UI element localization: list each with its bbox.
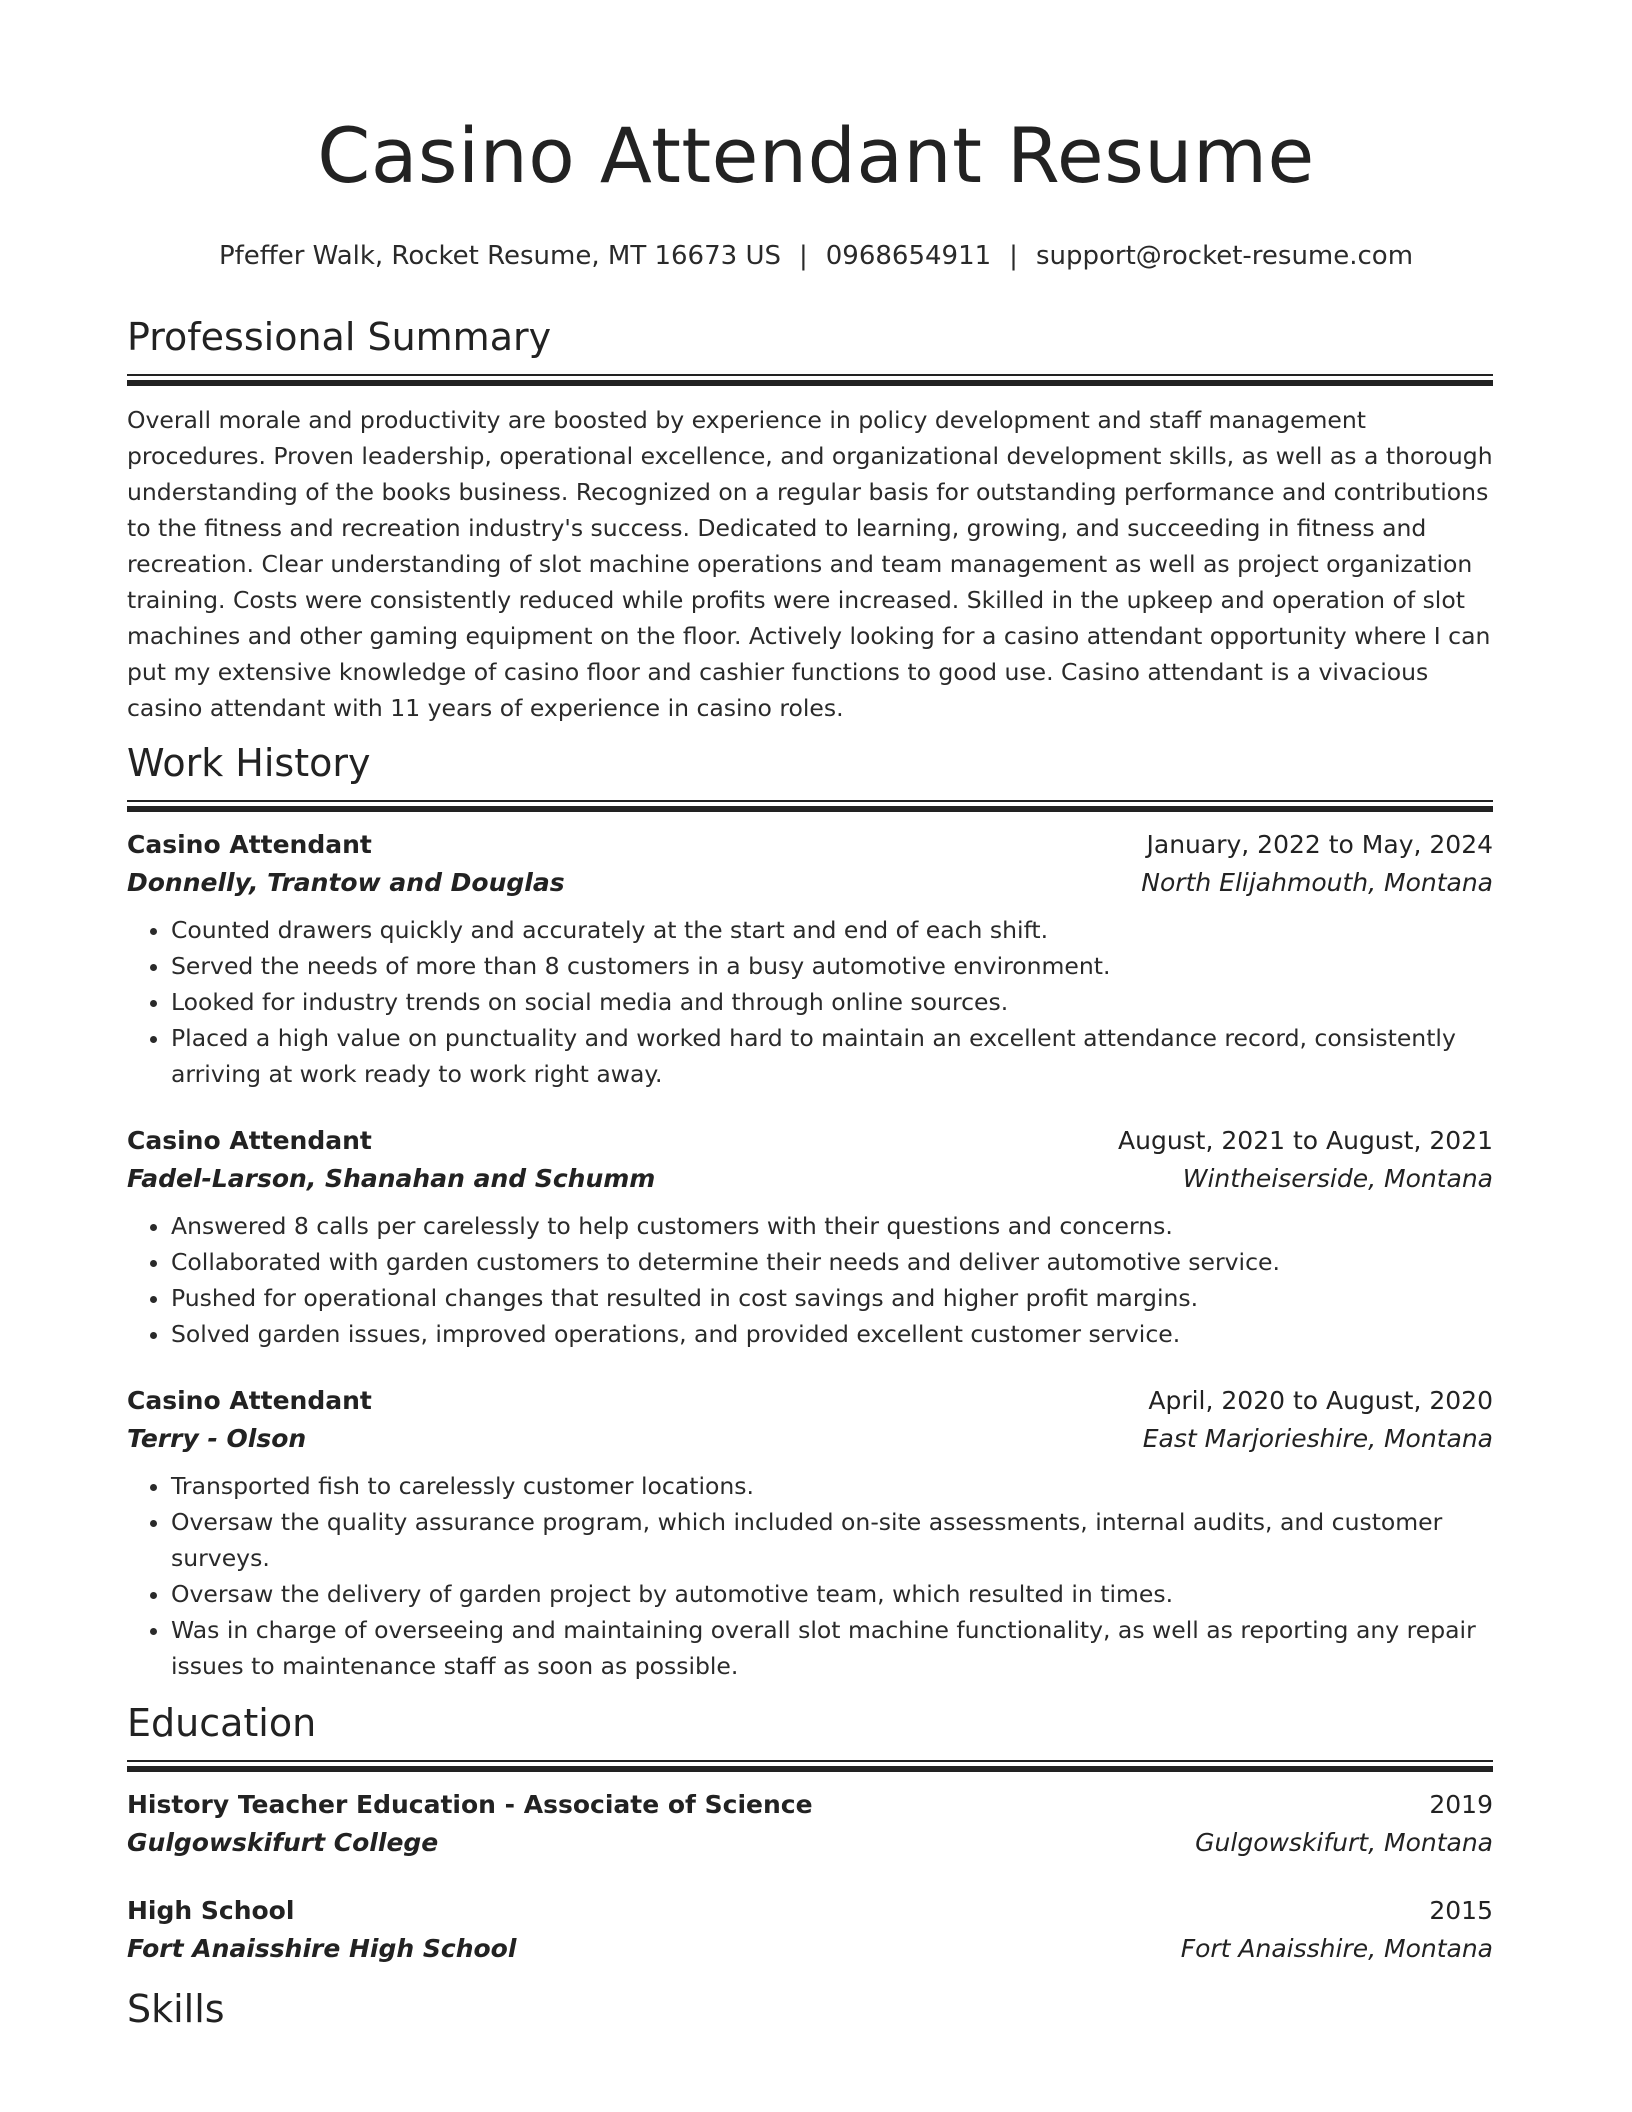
education-location: Fort Anaisshire, Montana [1180, 1934, 1493, 1963]
contact-separator: | [1009, 241, 1018, 271]
education-degree: High School [127, 1896, 295, 1925]
job-bullet: • Pushed for operational changes that resulted in cost savings and higher profit margins. [171, 1280, 1493, 1316]
job-dates: January, 2022 to May, 2024 [1146, 830, 1493, 859]
education-entry [127, 1786, 1493, 1862]
job-bullet: • Looked for industry trends on social media and through online sources. [171, 984, 1493, 1020]
contact-email: support@rocket-resume.com [1035, 241, 1414, 271]
section-divider [127, 1766, 1493, 1772]
education-year: 2015 [1429, 1896, 1493, 1925]
job-employer: Fadel-Larson, Shanahan and Schumm [127, 1164, 656, 1193]
job-employer: Donnelly, Trantow and Douglas [127, 868, 565, 897]
education-degree: History Teacher Education - Associate of Science [127, 1790, 813, 1819]
section-heading-work-history: Work History [127, 741, 371, 785]
skills-section [127, 1982, 1493, 2036]
job-employer: Terry - Olson [127, 1424, 307, 1453]
job-entry [127, 1382, 1493, 1684]
education-school: Gulgowskifurt College [127, 1828, 439, 1857]
summary-section [127, 310, 1493, 726]
job-bullets [127, 1468, 1493, 1684]
work-history-section [127, 736, 1493, 1684]
job-dates: August, 2021 to August, 2021 [1118, 1126, 1493, 1155]
contact-line [0, 240, 1632, 272]
job-dates: April, 2020 to August, 2020 [1148, 1386, 1493, 1415]
resume-title: Casino Attendant Resume [317, 111, 1315, 200]
job-bullet: • Served the needs of more than 8 customers in a busy automotive environment. [171, 948, 1493, 984]
job-title: Casino Attendant [127, 830, 372, 859]
section-divider [127, 1760, 1493, 1762]
section-divider [127, 374, 1493, 376]
job-location: North Elijahmouth, Montana [1141, 868, 1493, 897]
contact-phone: 0968654911 [825, 241, 992, 271]
section-heading-skills: Skills [127, 1987, 225, 2031]
contact-address: Pfeffer Walk, Rocket Resume, MT 16673 US [218, 241, 781, 271]
resume-content [127, 310, 1493, 2036]
job-entry [127, 826, 1493, 1092]
section-divider [127, 380, 1493, 386]
job-location: East Marjorieshire, Montana [1142, 1424, 1493, 1453]
job-location: Wintheiserside, Montana [1182, 1164, 1493, 1193]
section-divider [127, 800, 1493, 802]
section-heading-education: Education [127, 1701, 317, 1745]
job-bullet: • Oversaw the quality assurance program, which included on-site assessments, internal audits, and customer surveys. [171, 1504, 1493, 1576]
job-bullet: • Oversaw the delivery of garden project by automotive team, which resulted in times. [171, 1576, 1493, 1612]
job-bullet: • Placed a high value on punctuality and worked hard to maintain an excellent attendance record, consistently arriving at work ready to work right away. [171, 1020, 1493, 1092]
job-title: Casino Attendant [127, 1126, 372, 1155]
job-bullet: • Transported fish to carelessly customer locations. [171, 1468, 1493, 1504]
section-divider [127, 806, 1493, 812]
job-bullet: • Collaborated with garden customers to determine their needs and deliver automotive service. [171, 1244, 1493, 1280]
job-bullets [127, 912, 1493, 1092]
contact-separator: | [798, 241, 808, 271]
job-entry [127, 1122, 1493, 1352]
education-entry [127, 1892, 1493, 1968]
job-bullet: • Was in charge of overseeing and maintaining overall slot machine functionality, as well as reporting any repair issues to maintenance staff as soon as possible. [171, 1612, 1493, 1684]
education-school: Fort Anaisshire High School [127, 1934, 517, 1963]
job-bullets [127, 1208, 1493, 1352]
education-year: 2019 [1429, 1790, 1493, 1819]
education-section [127, 1696, 1493, 1968]
education-location: Gulgowskifurt, Montana [1195, 1828, 1493, 1857]
section-heading-summary: Professional Summary [127, 315, 552, 359]
job-bullet: • Answered 8 calls per carelessly to help customers with their questions and concerns. [171, 1208, 1493, 1244]
job-bullet: • Counted drawers quickly and accurately at the start and end of each shift. [171, 912, 1493, 948]
summary-text: Overall morale and productivity are boosted by experience in policy development and staff management procedures. Proven leadership, operational excellence, and organizational development skills, as well as a thorough understanding of the books business. Recognized on a regular basis for outstanding performance and contributions to the fitness and recreation industry's success. Dedicated to learning, growing, and succeeding in fitness and recreation. Clear understanding of slot machine operations and team management as well as project organization training. Costs were consistently reduced while profits were increased. Skilled in the upkeep and operation of slot machines and other gaming equipment on the floor. Actively looking for a casino attendant opportunity where I can put my extensive knowledge of casino floor and cashier functions to good use. Casino attendant is a vivacious casino attendant with 11 years of experience in casino roles. [127, 406, 1493, 722]
job-title: Casino Attendant [127, 1386, 372, 1415]
job-bullet: • Solved garden issues, improved operations, and provided excellent customer service. [171, 1316, 1493, 1352]
